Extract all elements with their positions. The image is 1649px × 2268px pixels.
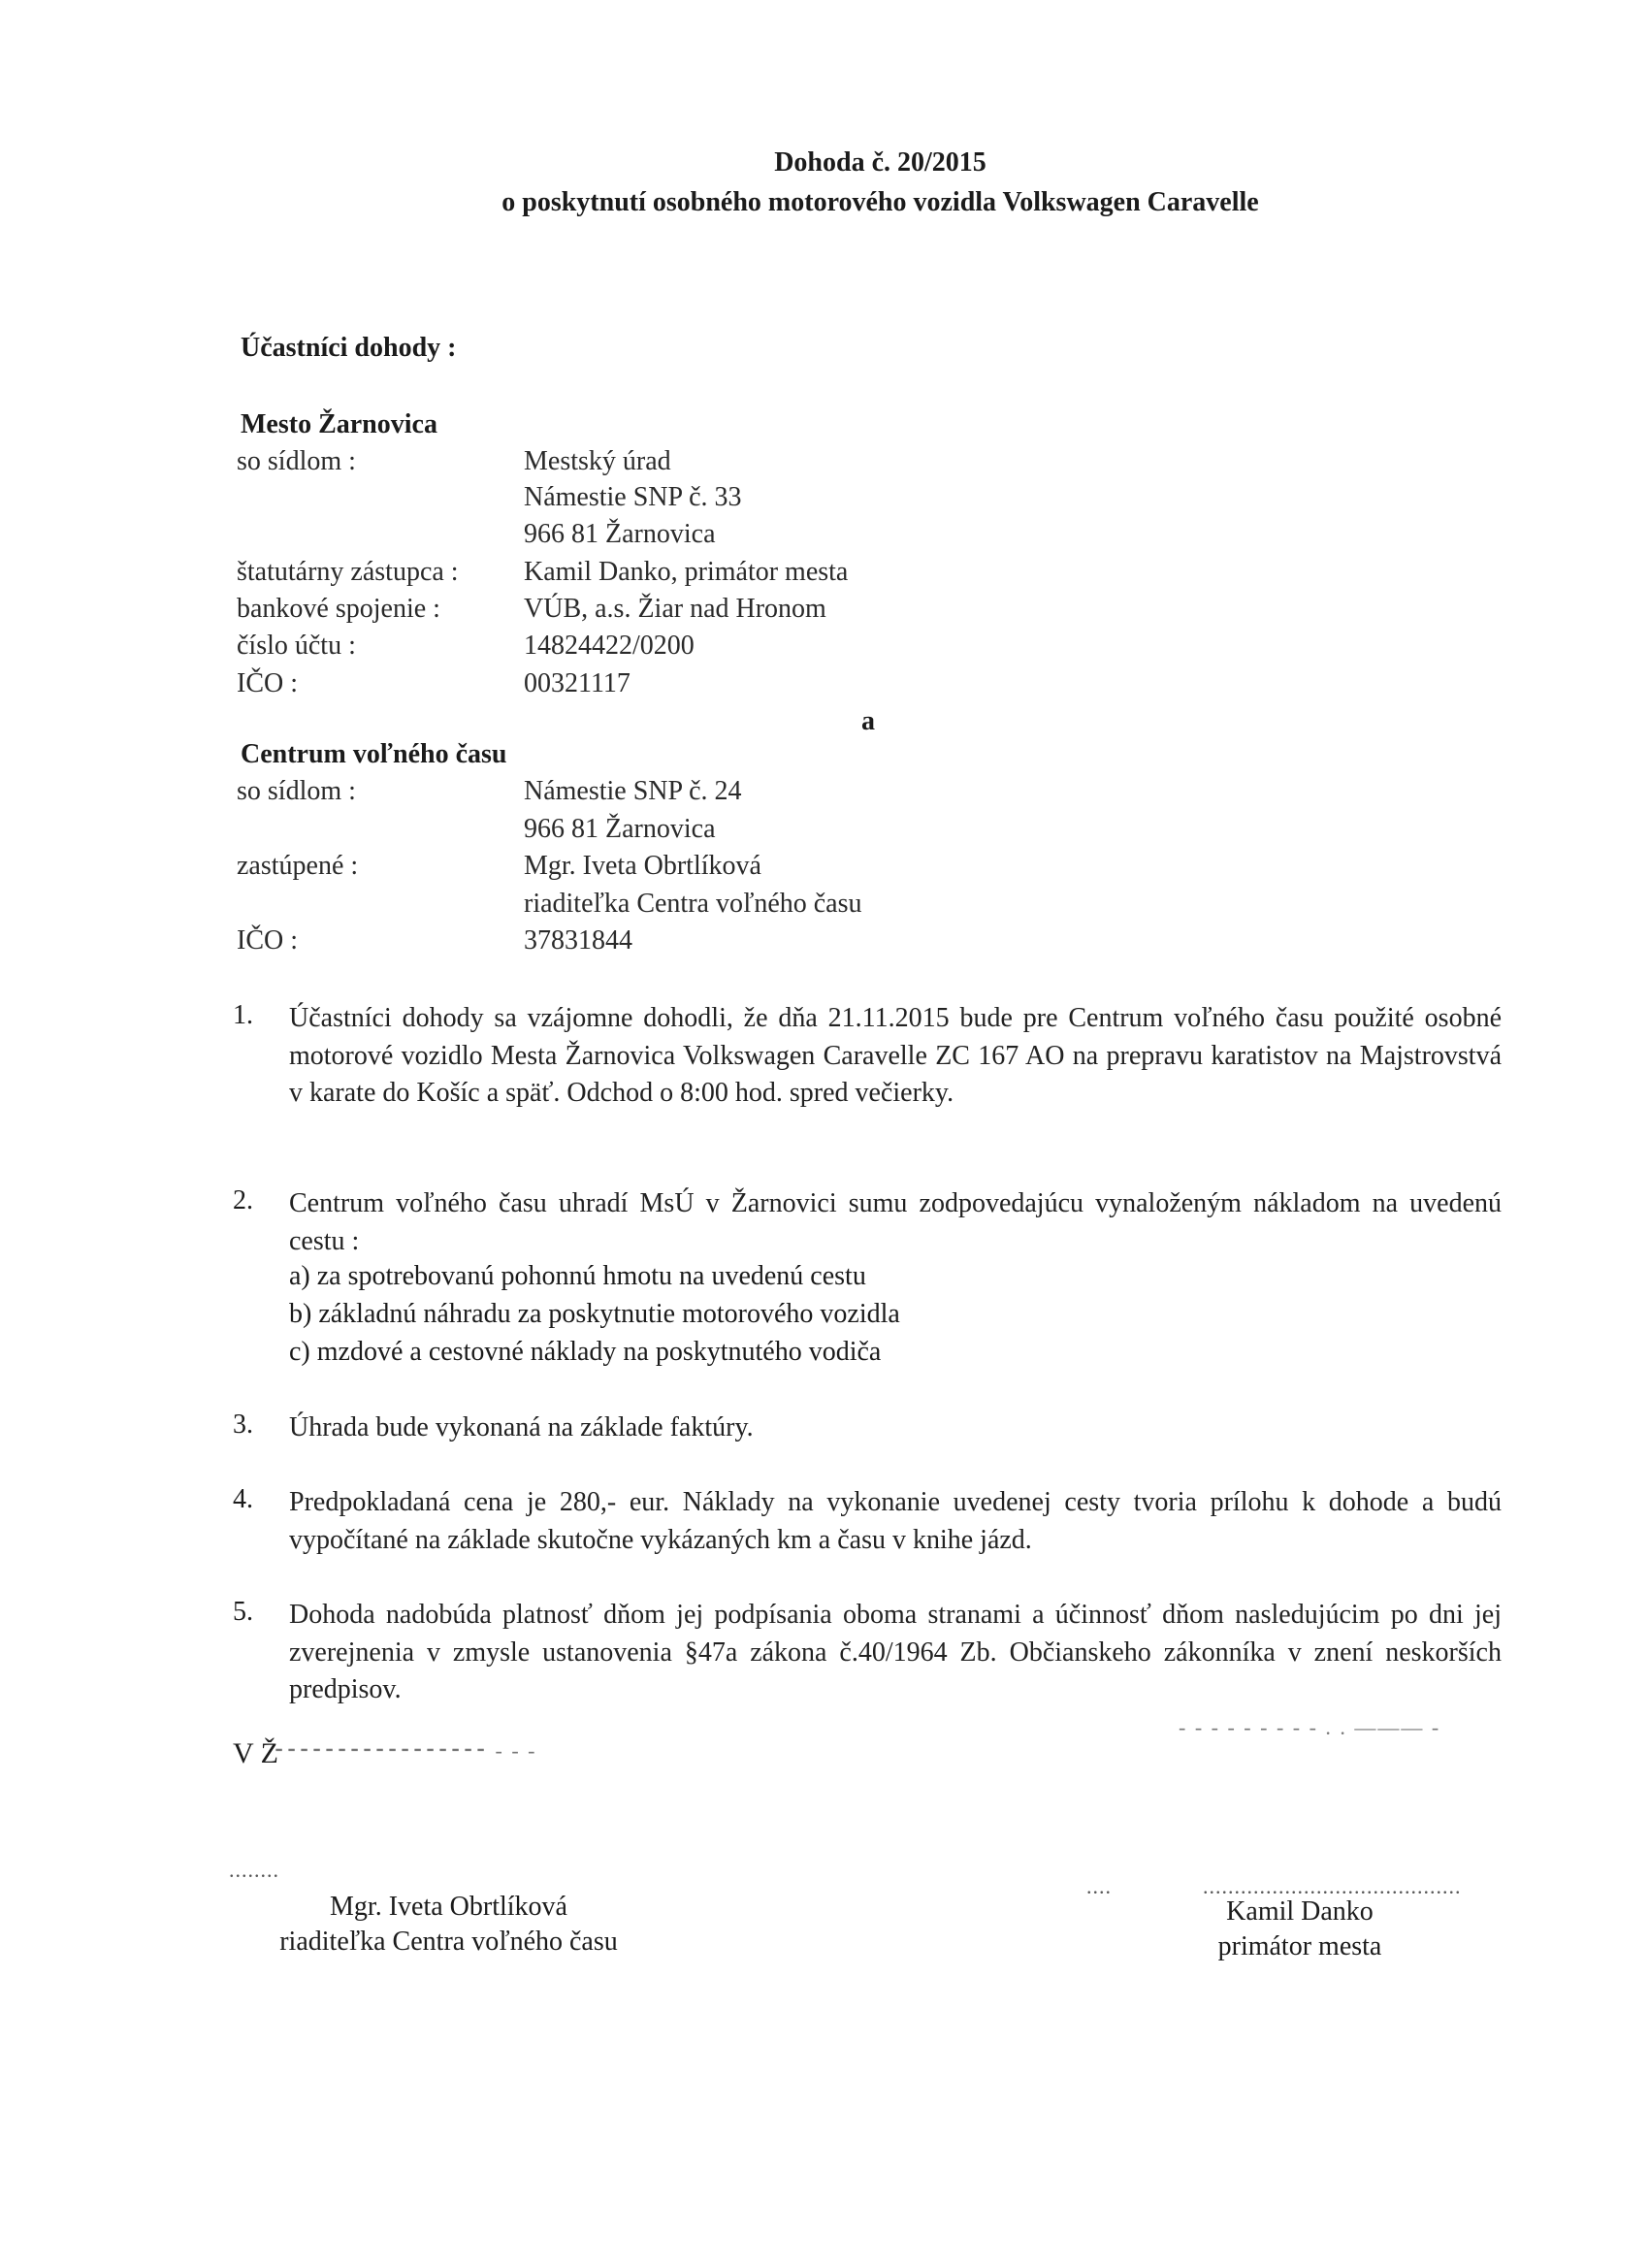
left-signatory-name: Mgr. Iveta Obrtlíková xyxy=(330,1892,567,1922)
place-date-prefix: V Ž xyxy=(233,1737,278,1769)
point-3-number: 3. xyxy=(233,1409,253,1440)
party1-value-bank: VÚB, a.s. Žiar nad Hronom xyxy=(524,594,826,624)
left-signature-block xyxy=(233,1892,664,1958)
right-signatory-name: Kamil Danko xyxy=(1226,1896,1374,1927)
left-signature-line: ........ xyxy=(229,1858,279,1882)
party1-label-ico: IČO : xyxy=(237,668,298,698)
point-1-number: 1. xyxy=(233,1000,253,1030)
party2-value-city: 966 81 Žarnovica xyxy=(524,814,716,844)
middle-signature-dots: .... xyxy=(1086,1874,1112,1898)
point-4-text: Predpokladaná cena je 280,- eur. Náklady na vykonanie uvedenej cesty tvoria prílohu k dohode a budú vypočítané na základe skutočne vykázaných km a času v knihe jázd. xyxy=(289,1487,1502,1555)
point-5-text: Dohoda nadobúda platnosť dňom jej podpísania oboma stranami a účinnosť dňom nasledujúcim po dni jej zverejnenia v zmysle ustanovenia §47a zákona č.40/1964 Zb. Občianskeho zákonníka v znení neskorších predpisov. xyxy=(289,1600,1502,1704)
document-title: Dohoda č. 20/2015 xyxy=(774,147,986,178)
party2-label-represented: zastúpené : xyxy=(237,851,359,881)
point-1-text: Účastníci dohody sa vzájomne dohodli, že dňa 21.11.2015 bude pre Centrum voľného času použité osobné motorové vozidlo Mesta Žarnovica Volkswagen Caravelle ZC 167 AO na prepravu karatistov na Majstrovstvá v karate do Košíc a späť. Odchod o 8:00 hod. spred večierky. xyxy=(289,1003,1502,1108)
top-right-blank: ‐ ‐ ‐ ‐ ‐ ‐ ‐ ‐ ‐ . . ——— ‐ xyxy=(1179,1715,1441,1739)
party1-value-account: 14824422/0200 xyxy=(524,631,695,661)
point-2-subitem-b: b) základnú náhradu za poskytnutie motorového vozidla xyxy=(289,1299,900,1329)
document-subtitle: o poskytnutí osobného motorového vozidla Volkswagen Caravelle xyxy=(501,187,1259,217)
party1-value-ico: 00321117 xyxy=(524,668,630,698)
point-3-text: Úhrada bude vykonaná na základe faktúry. xyxy=(289,1412,754,1442)
party2-value-represented: Mgr. Iveta Obrtlíková xyxy=(524,851,761,881)
left-signatory-role: riaditeľka Centra voľného času xyxy=(279,1927,618,1957)
point-4-number: 4. xyxy=(233,1484,253,1514)
party1-value-street: Námestie SNP č. 33 xyxy=(524,482,742,512)
party1-value-city: 966 81 Žarnovica xyxy=(524,519,716,549)
point-2-subitem-c: c) mzdové a cestovné náklady na poskytnutého vodiča xyxy=(289,1337,882,1367)
party1-label-seat: so sídlom : xyxy=(237,446,356,476)
party2-label-seat: so sídlom : xyxy=(237,776,356,806)
party1-label-account: číslo účtu : xyxy=(237,631,356,661)
party2-value-street: Námestie SNP č. 24 xyxy=(524,776,742,806)
point-2-subitem-a: a) za spotrebovanú pohonnú hmotu na uvedenú cestu xyxy=(289,1261,866,1291)
party1-label-representative: štatutárny zástupca : xyxy=(237,557,459,587)
place-date-blank: ⁃⁃⁃⁃⁃⁃⁃⁃⁃⁃⁃⁃⁃⁃⁃⁃⁃ ‐ ‐ ‐ xyxy=(274,1738,537,1763)
party1-name: Mesto Žarnovica xyxy=(241,409,437,439)
party2-value-role: riaditeľka Centra voľného času xyxy=(524,889,862,919)
right-signature-block xyxy=(1174,1896,1426,1962)
point-2-text: Centrum voľného času uhradí MsÚ v Žarnovici sumu zodpovedajúcu vynaloženým nákladom na uvedenú cestu : xyxy=(289,1188,1502,1256)
parties-separator: a xyxy=(861,706,875,736)
party2-name: Centrum voľného času xyxy=(241,739,507,769)
point-5-number: 5. xyxy=(233,1597,253,1627)
point-2-number: 2. xyxy=(233,1185,253,1215)
party2-value-ico: 37831844 xyxy=(524,925,632,956)
party1-label-bank: bankové spojenie : xyxy=(237,594,440,624)
party1-value-seat: Mestský úrad xyxy=(524,446,671,476)
party1-value-representative: Kamil Danko, primátor mesta xyxy=(524,557,849,587)
right-signatory-role: primátor mesta xyxy=(1217,1931,1382,1961)
parties-heading: Účastníci dohody : xyxy=(241,333,457,363)
party2-label-ico: IČO : xyxy=(237,925,298,956)
right-signature-line: ......................................... xyxy=(1203,1874,1462,1898)
